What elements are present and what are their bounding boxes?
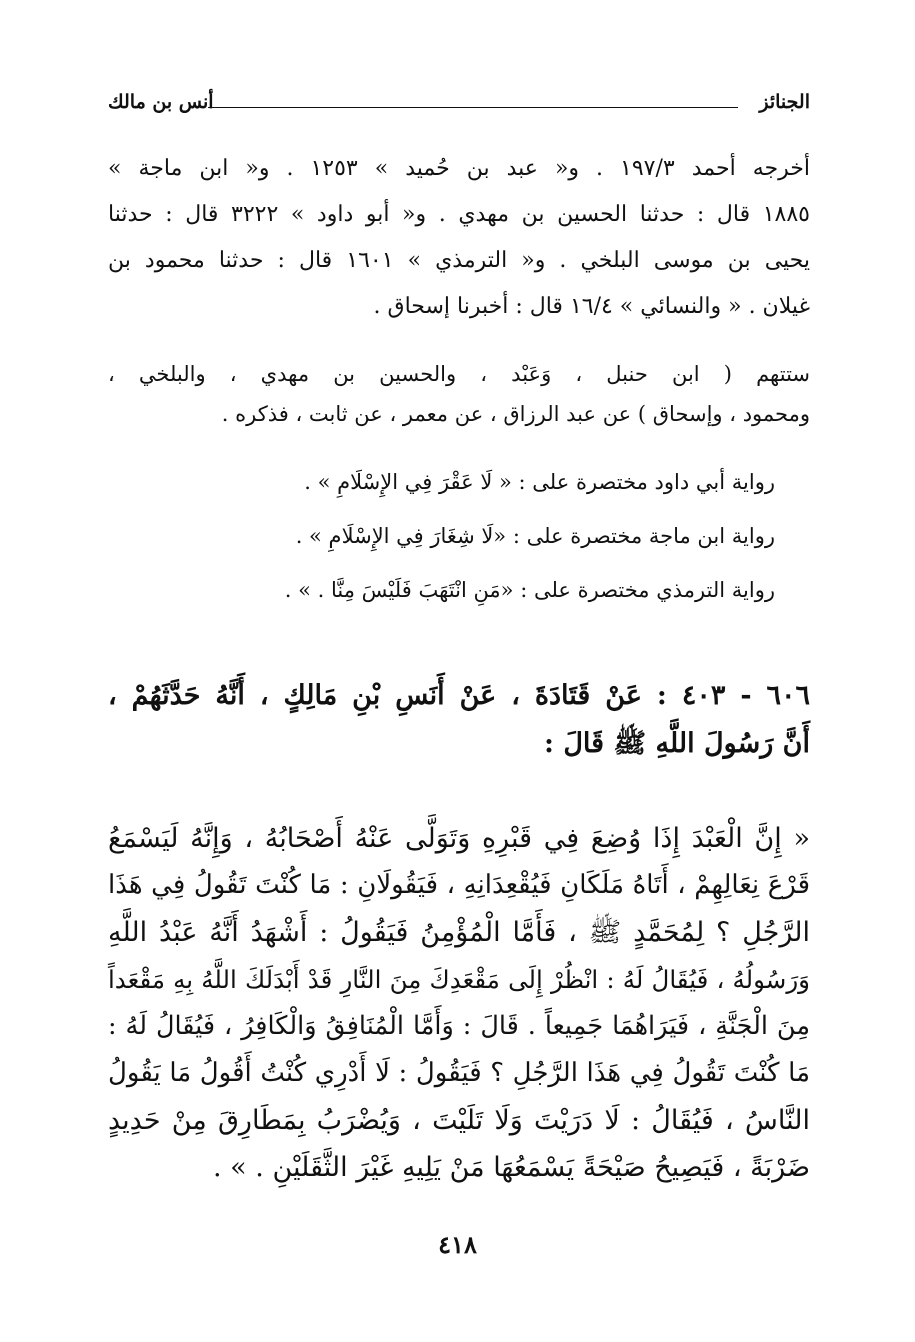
hadith-line: الرَّجُلِ ؟ لِمُحَمَّدٍ ﷺ ، فَأَمَّا الْمُؤْمِنُ فَيَقُولُ : أَشْهَدُ أَنَّهُ عَبْدُ اللَّهِ <box>108 917 810 948</box>
isnad-paragraph <box>108 354 810 434</box>
hadith-line: « إِنَّ الْعَبْدَ إِذَا وُضِعَ فِي قَبْرِهِ وَتَوَلَّى عَنْهُ أَصْحَابُهُ ، وَإِنَّهُ لَيَسْمَعُ <box>108 823 810 854</box>
hadith-heading-line: ٦٠٦ - ٤٠٣ : عَنْ قَتَادَةَ ، عَنْ أَنَسِ بْنِ مَالِكٍ ، أَنَّهُ حَدَّثَهُمْ ، <box>108 680 810 711</box>
hadith-line: وَرَسُولُهُ ، فَيُقَالُ لَهُ : انْظُرْ إِلَى مَقْعَدِكَ مِنَ النَّارِ قَدْ أَبْدَلَكَ اللَّهُ بِهِ مَقْعَداً <box>108 965 810 994</box>
hadith-line: قَرْعَ نِعَالِهِمْ ، أَتَاهُ مَلَكَانِ فَيُقْعِدَانِهِ ، فَيَقُولَانِ : مَا كُنْتَ تَقُولُ فِي هَذَا <box>108 870 810 900</box>
page-number: ٤١٨ <box>438 1230 477 1259</box>
running-header <box>108 88 810 122</box>
chapter-title: الجنائز <box>759 91 810 113</box>
takhrij-line: يحيى بن موسى البلخي . و« الترمذي » ١٦٠١ قال : حدثنا محمود بن <box>108 248 810 273</box>
hadith-heading-line: أَنَّ رَسُولَ اللَّهِ ﷺ قَالَ : <box>543 728 810 759</box>
isnad-line: ستتهم ( ابن حنبل ، وَعَبْد ، والحسين بن مهدي ، والبلخي ، <box>108 362 810 386</box>
hadith-line: مِنَ الْجَنَّةِ ، فَيَرَاهُمَا جَمِيعاً . قَالَ : وَأَمَّا الْمُنَافِقُ وَالْكَافِرُ ، فَيُقَالُ لَهُ : <box>108 1011 810 1041</box>
hadith-line: مَا كُنْتَ تَقُولُ فِي هَذَا الرَّجُلِ ؟ فَيَقُولُ : لَا أَدْرِي كُنْتُ أَقُولُ مَا يَقُولُ <box>108 1058 810 1088</box>
takhrij-line: ١٨٨٥ قال : حدثنا الحسين بن مهدي . و« أبو داود » ٣٢٢٢ قال : حدثنا <box>108 202 810 227</box>
takhrij-line: غيلان . « والنسائي » ١٦/٤ قال : أخبرنا إسحاق . <box>373 294 810 319</box>
takhrij-line: أخرجه أحمد ١٩٧/٣ . و« عبد بن حُميد » ١٢٥٣ . و« ابن ماجة » <box>108 156 810 181</box>
hadith-line: النَّاسُ ، فَيُقَالُ : لَا دَرَيْتَ وَلَا تَلَيْتَ ، وَيُضْرَبُ بِمَطَارِقَ مِنْ حَدِيدٍ <box>108 1105 810 1136</box>
variant-narrations <box>155 455 775 617</box>
header-rule <box>208 107 738 108</box>
variant-tirmidhi: رواية الترمذي مختصرة على : «مَنِ انْتَهَبَ فَلَيْسَ مِنَّا . » . <box>284 578 775 602</box>
takhrij-paragraph <box>108 146 810 330</box>
variant-abu-dawud: رواية أبي داود مختصرة على : « لَا عَقْرَ فِي الإِسْلَامِ » . <box>304 470 775 494</box>
narrator-title: أنس بن مالك <box>108 91 214 113</box>
variant-ibn-majah: رواية ابن ماجة مختصرة على : «لَا شِغَارَ فِي الإِسْلَامِ » . <box>295 524 775 548</box>
hadith-line: ضَرْبَةً ، فَيَصِيحُ صَيْحَةً يَسْمَعُهَا مَنْ يَلِيهِ غَيْرَ الثَّقَلَيْنِ . » . <box>213 1152 810 1183</box>
hadith-heading <box>108 672 810 768</box>
hadith-text <box>108 815 810 1191</box>
isnad-line: ومحمود ، وإسحاق ) عن عبد الرزاق ، عن معمر ، عن ثابت ، فذكره . <box>221 402 810 426</box>
